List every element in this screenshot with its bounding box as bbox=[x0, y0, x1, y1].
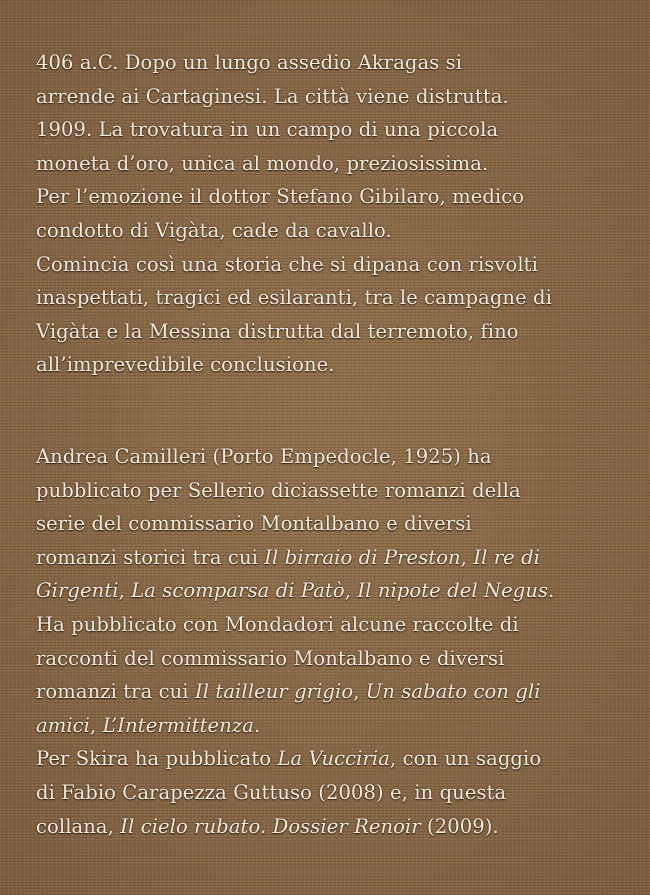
bio-text: collana, bbox=[36, 814, 121, 838]
bio-line bbox=[36, 675, 626, 709]
bio-text: , con un saggio bbox=[389, 747, 542, 771]
book-title: Il cielo rubato. Dossier Renoir bbox=[120, 814, 421, 838]
bio-text: romanzi storici tra cui bbox=[36, 545, 265, 569]
bio-text: (2009). bbox=[420, 814, 499, 838]
synopsis-line: 1909. La trovatura in un campo di una piccola bbox=[36, 118, 499, 142]
book-title: Il tailleur grigio bbox=[194, 680, 354, 704]
bio-line bbox=[36, 541, 626, 575]
bio-line bbox=[36, 709, 626, 743]
synopsis-line: condotto di Vigàta, cade da cavallo. bbox=[36, 218, 392, 242]
book-title: Girgenti bbox=[36, 579, 119, 603]
synopsis-text bbox=[36, 46, 626, 382]
bio-text: . bbox=[253, 713, 261, 737]
book-title: Il birraio di Preston bbox=[264, 545, 461, 569]
bio-line: racconti del commissario Montalbano e diversi bbox=[36, 646, 505, 670]
book-title: amici bbox=[36, 713, 91, 737]
bio-line: pubblicato per Sellerio diciassette romanzi della bbox=[36, 478, 521, 502]
synopsis-line: Comincia così una storia che si dipana con risvolti bbox=[36, 252, 538, 276]
book-title: Il re di bbox=[473, 545, 541, 569]
bio-text: . bbox=[548, 579, 555, 603]
bio-line: serie del commissario Montalbano e diversi bbox=[36, 512, 472, 536]
bio-line: Ha pubblicato con Mondadori alcune raccolte di bbox=[36, 612, 519, 636]
bio-line: di Fabio Carapezza Guttuso (2008) e, in questa bbox=[36, 780, 507, 804]
synopsis-line: all’imprevedibile conclusione. bbox=[36, 353, 335, 377]
bio-text: Per Skira ha pubblicato bbox=[36, 747, 278, 771]
book-title: L’Intermittenza bbox=[102, 713, 254, 737]
synopsis-line: moneta d’oro, unica al mondo, preziosissima. bbox=[36, 151, 489, 175]
synopsis-line: inaspettati, tragici ed esilaranti, tra le campagne di bbox=[36, 286, 552, 310]
synopsis-line: Per l’emozione il dottor Stefano Gibilaro, medico bbox=[36, 185, 525, 209]
book-title: Il nipote del Negus bbox=[357, 579, 549, 603]
bio-text: , bbox=[90, 713, 103, 737]
synopsis-line: 406 a.C. Dopo un lungo assedio Akragas si bbox=[36, 51, 463, 74]
bio-line bbox=[36, 810, 626, 844]
bio-text: , bbox=[353, 680, 366, 704]
bio-line bbox=[36, 742, 626, 776]
bio-text: romanzi tra cui bbox=[36, 680, 195, 704]
author-bio bbox=[36, 440, 626, 843]
synopsis-line: Vigàta e la Messina distrutta dal terremoto, fino bbox=[36, 319, 519, 343]
bio-text: , bbox=[118, 579, 132, 603]
book-title: La Vucciria bbox=[277, 747, 390, 771]
bio-text: , bbox=[460, 545, 474, 569]
synopsis-line: arrende ai Cartaginesi. La città viene distrutta. bbox=[36, 84, 509, 108]
book-title: La scomparsa di Patò bbox=[131, 579, 345, 603]
bio-line bbox=[36, 574, 626, 608]
bio-text: , bbox=[344, 579, 358, 603]
book-title: Un sabato con gli bbox=[365, 680, 541, 704]
bio-line: Andrea Camilleri (Porto Empedocle, 1925) ha bbox=[36, 445, 492, 468]
